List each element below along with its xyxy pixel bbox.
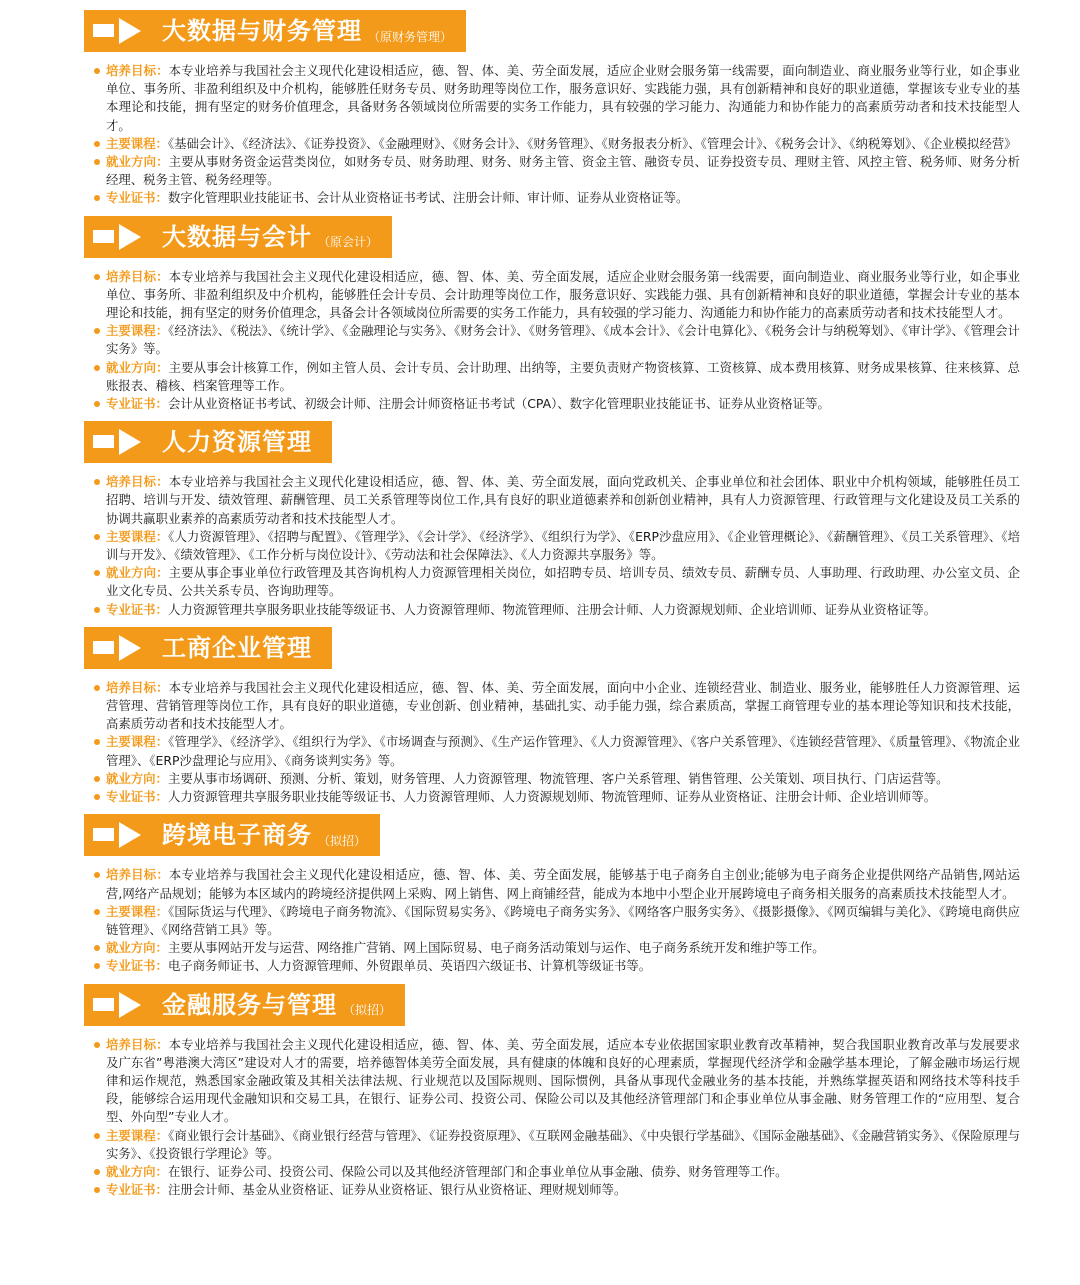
bullet-icon: [94, 685, 100, 691]
bullet-icon: [94, 365, 100, 371]
jobs-label: 就业方向：: [106, 770, 168, 786]
certs-text: 人力资源管理共享服务职业技能等级证书、人力资源管理师、物流管理师、注册会计师、人力资源规划师、企业培训师、证券从业资格证等。: [167, 601, 937, 617]
jobs-item: [94, 939, 1020, 957]
goal-item: [94, 866, 1020, 902]
jobs-item: [94, 1163, 1020, 1181]
courses-label: 主要课程：: [106, 135, 168, 151]
goal-text: 本专业培养与我国社会主义现代化建设相适应，德、智、体、美、劳全面发展，适应企业财会服务第一线需要，面向制造业、商业服务业等行业，如企事业单位、事务所、非盈利组织及中介机构，能够胜任财务专员、财务助理等岗位工作，服务意识好、实践能力强，具有创新精神和良好的职业道德，掌握该专业专业的基本理论和技能，拥有坚定的财务价值理念，具备财务各领域岗位所需要的实务工作能力，具有较强的学习能力、沟通能力和协作能力的高素质劳动者和技术技能型人才。: [106, 63, 1021, 133]
goal-label: 培养目标：: [106, 474, 169, 490]
courses-item: [94, 135, 1020, 153]
bullet-icon: [94, 1169, 100, 1175]
jobs-text: 主要从事财务资金运营类岗位，如财务专员、财务助理、财务、财务主管、资金主管、融资专员、证券投资专员、理财主管、风控主管、税务师、财务分析经理、税务主管、税务经理等。: [106, 154, 1021, 188]
jobs-item: [94, 564, 1020, 600]
goal-text: 本专业培养与我国社会主义现代化建设相适应，德、智、体、美、劳全面发展，面向中小企业、连锁经营业、制造业、服务业，能够胜任人力资源管理、运营管理、营销管理等岗位工作，具有良好的职业道德，专业创新、创业精神，基础扎实、动手能力强，综合素质高，掌握工商管理专业的基本理论等知识和技术技能，高素质劳动者和技术技能型人才。: [106, 679, 1021, 732]
certs-item: [94, 788, 1020, 806]
jobs-label: 就业方向：: [106, 1163, 168, 1179]
goal-text: 本专业培养与我国社会主义现代化建设相适应，德、智、体、美、劳全面发展，适应企业财会服务第一线需要，面向制造业、商业服务业等行业，如企事业单位、事务所、非盈利组织及中介机构，能够胜任会计专员、会计助理等岗位工作，服务意识好、实践能力强、具有创新精神和良好的职业道德，掌握会计专业的基本理论和技能，拥有坚定的财务价值理念，具备会计各领域岗位所需要的实务工作能力，具有较强的学习能力、沟通能力和协作能力的高素质劳动者和技术技能型人才。: [106, 268, 1021, 321]
bullet-icon: [94, 1187, 100, 1193]
section-business-management: [0, 627, 1080, 806]
courses-text: 《经济法》、《税法》、《统计学》、《金融理论与实务》、《财务会计》、《财务管理》、《成本会计》、《会计电算化》、《税务会计与纳税筹划》、《审计学》、《管理会计实务》等。: [106, 323, 1021, 357]
courses-text: 《管理学》、《经济学》、《组织行为学》、《市场调查与预测》、《生产运作管理》、《人力资源管理》、《客户关系管理》、《连锁经营管理》、《质量管理》、《物流企业管理》、《ERP沙盘理论与应用》、《商务谈判实务》等。: [106, 734, 1021, 768]
certs-item: [94, 957, 1020, 975]
certs-label: 专业证书：: [106, 958, 168, 974]
goal-text: 本专业培养与我国社会主义现代化建设相适应，德、智、体、美、劳全面发展，面向党政机关、企事业单位和社会团体、职业中介机构领域，能够胜任员工招聘、培训与开发、绩效管理、薪酬管理、员工关系管理等岗位工作,具有良好的职业道德素养和创新创业精神，具有人力资源管理、行政管理与文化建设及员工关系的协调共赢职业素养的高素质劳动者和技术技能型人才。: [106, 474, 1021, 526]
certs-text: 电子商务师证书、人力资源管理师、外贸跟单员、英语四六级证书、计算机等级证书等。: [167, 958, 652, 974]
jobs-item: [94, 359, 1020, 395]
section-title: 金融服务与管理: [162, 990, 337, 1019]
section-subtitle: （原财务管理）: [368, 29, 453, 44]
jobs-label: 就业方向：: [106, 940, 168, 956]
arrow-icon: [84, 627, 162, 669]
jobs-label: 就业方向：: [106, 565, 169, 581]
jobs-text: 主要从事企事业单位行政管理及其咨询机构人力资源管理相关岗位，如招聘专员、培训专员、绩效专员、薪酬专员、人事助理、行政助理、办公室文员、企业文化专员、公共关系专员、咨询助理等。: [106, 565, 1021, 599]
courses-item: [94, 528, 1020, 564]
section-cross-border-ecommerce: [0, 814, 1080, 975]
section-subtitle: （拟招）: [343, 1003, 392, 1018]
bullet-icon: [94, 479, 100, 485]
bullet-icon: [94, 1042, 100, 1048]
jobs-text: 主要从事市场调研、预测、分析、策划，财务管理、人力资源管理、物流管理、客户关系管理、销售管理、公关策划、项目执行、门店运营等。: [167, 770, 949, 786]
bullet-icon: [94, 909, 100, 915]
bullet-icon: [94, 739, 100, 745]
courses-label: 主要课程：: [106, 1127, 169, 1143]
courses-label: 主要课程：: [106, 734, 169, 750]
arrow-icon: [84, 814, 162, 856]
arrow-icon: [84, 984, 162, 1026]
goal-label: 培养目标：: [106, 679, 169, 695]
certs-item: [94, 395, 1020, 413]
bullet-icon: [94, 794, 100, 800]
goal-label: 培养目标：: [106, 1036, 169, 1052]
arrow-icon: [84, 10, 162, 52]
section-human-resources: [0, 421, 1080, 619]
goal-label: 培养目标：: [106, 268, 169, 284]
courses-label: 主要课程：: [106, 528, 169, 544]
page: [0, 10, 1080, 1207]
section-big-data-accounting: [0, 216, 1080, 414]
goal-label: 培养目标：: [106, 63, 169, 78]
certs-label: 专业证书：: [106, 190, 168, 206]
bullet-icon: [94, 776, 100, 782]
courses-item: [94, 903, 1020, 939]
section-banner: [84, 627, 332, 669]
courses-label: 主要课程：: [106, 323, 169, 339]
bullet-icon: [94, 570, 100, 576]
courses-label: 主要课程：: [106, 903, 169, 919]
bullet-icon: [94, 328, 100, 334]
arrow-icon: [84, 216, 162, 258]
courses-text: 《人力资源管理》、《招聘与配置》、《管理学》、《会计学》、《经济学》、《组织行为学》、《ERP沙盘应用》、《企业管理概论》、《薪酬管理》、《员工关系管理》、《培训与开发》、《绩效管理》、《工作分析与岗位设计》、《劳动法和社会保障法》、《人力资源共享服务》等。: [106, 528, 1020, 563]
certs-item: [94, 601, 1020, 619]
goal-item: [94, 268, 1020, 323]
jobs-item: [94, 153, 1020, 189]
jobs-label: 就业方向：: [106, 154, 169, 170]
bullet-icon: [94, 159, 100, 165]
certs-text: 会计从业资格证书考试、初级会计师、注册会计师资格证书考试（CPA）、数字化管理职业技能证书、证券从业资格证等。: [167, 396, 830, 412]
section-subtitle: （原会计）: [318, 235, 379, 250]
jobs-label: 就业方向：: [106, 359, 169, 375]
bullet-icon: [94, 607, 100, 613]
arrow-icon: [84, 421, 162, 463]
bullet-icon: [94, 68, 100, 74]
courses-item: [94, 1127, 1020, 1163]
section-title: 跨境电子商务: [162, 821, 312, 850]
goal-text: 本专业培养与我国社会主义现代化建设相适应，德、智、体、美、劳全面发展，适应本专业依据国家职业教育改革精神，契合我国职业教育改革与发展要求及广东省”粤港澳大湾区”建设对人才的需要，培养德智体美劳全面发展，具有健康的体魄和良好的心理素质，掌握现代经济学和金融学基本理论，了解金融市场运行规律和运作规范，熟悉国家金融政策及其相关法律法规、行业规范以及国际规则、国际惯例，具备从事现代金融业务的基本技能，并熟练掌握英语和网络技术等科技手段，能够综合运用现代金融知识和交易工具，在银行、证券公司、投资公司、保险公司以及其他经济管理部门和企事业单位从事金融、财务管理工作的“应用型、复合型、外向型”专业人才。: [106, 1036, 1021, 1125]
goal-item: [94, 62, 1020, 135]
certs-label: 专业证书：: [106, 601, 168, 617]
section-subtitle: （拟招）: [318, 833, 367, 848]
jobs-text: 主要从事网站开发与运营、网络推广营销、网上国际贸易、电子商务活动策划与运作、电子商务系统开发和维护等工作。: [167, 940, 825, 956]
section-title: 人力资源管理: [162, 428, 312, 457]
goal-item: [94, 679, 1020, 734]
section-title: 大数据与财务管理: [162, 17, 362, 45]
courses-item: [94, 322, 1020, 358]
certs-item: [94, 1181, 1020, 1199]
section-banner: [84, 10, 466, 52]
section-banner: [84, 814, 380, 856]
bullet-icon: [94, 534, 100, 540]
certs-text: 数字化管理职业技能证书、会计从业资格证书考试、注册会计师、审计师、证券从业资格证等。: [167, 190, 689, 206]
courses-text: 《商业银行会计基础》、《商业银行经营与管理》、《证券投资原理》、《互联网金融基础》、《中央银行学基础》、《国际金融基础》、《金融营销实务》、《保险原理与实务》、《投资银行学理论》等。: [106, 1127, 1021, 1161]
bullet-icon: [94, 141, 100, 147]
goal-label: 培养目标：: [106, 867, 169, 883]
goal-item: [94, 1036, 1020, 1127]
goal-text: 本专业培养与我国社会主义现代化建设相适应，德、智、体、美、劳全面发展，能够基于电子商务自主创业;能够为电子商务企业提供网络产品销售,网站运营,网络产品规划；能够为本区域内的跨境经济提供网上采购、网上销售、网上商铺经营，能成为本地中小型企业开展跨境电子商务相关服务的高素质技术技能型人才。: [106, 867, 1020, 901]
section-banner: [84, 984, 405, 1026]
courses-text: 《国际货运与代理》、《跨境电子商务物流》、《国际贸易实务》、《跨境电子商务实务》、《网络客户服务实务》、《摄影摄像》、《网页编辑与美化》、《跨境电商供应链管理》、《网络营销工具》等。: [106, 903, 1021, 937]
certs-label: 专业证书：: [106, 396, 168, 412]
courses-item: [94, 733, 1020, 769]
courses-text: 《基础会计》、《经济法》、《证券投资》、《金融理财》、《财务会计》、《财务管理》、《财务报表分析》、《管理会计》、《税务会计》、《纳税筹划》、《企业模拟经营》: [167, 135, 1017, 151]
bullet-icon: [94, 963, 100, 969]
section-title: 大数据与会计: [162, 222, 312, 251]
section-financial-services: [0, 984, 1080, 1200]
certs-item: [94, 189, 1020, 207]
jobs-item: [94, 770, 1020, 788]
certs-text: 注册会计师、基金从业资格证、证券从业资格证、银行从业资格证、理财规划师等。: [167, 1182, 627, 1198]
bullet-icon: [94, 872, 100, 878]
section-banner: [84, 216, 392, 258]
bullet-icon: [94, 195, 100, 201]
section-title: 工商企业管理: [162, 633, 312, 662]
bullet-icon: [94, 274, 100, 280]
section-banner: [84, 421, 332, 463]
jobs-text: 在银行、证券公司、投资公司、保险公司以及其他经济管理部门和企事业单位从事金融、债券、财务管理等工作。: [167, 1163, 788, 1179]
bullet-icon: [94, 401, 100, 407]
certs-text: 人力资源管理共享服务职业技能等级证书、人力资源管理师、人力资源规划师、物流管理师、证券从业资格证、注册会计师、企业培训师等。: [167, 789, 937, 805]
bullet-icon: [94, 945, 100, 951]
section-big-data-finance: [0, 10, 1080, 208]
certs-label: 专业证书：: [106, 1182, 168, 1198]
jobs-text: 主要从事会计核算工作，例如主管人员、会计专员、会计助理、出纳等，主要负责财产物资核算、工资核算、成本费用核算、财务成果核算、往来核算、总账报表、稽核、档案管理等工作。: [106, 359, 1021, 393]
goal-item: [94, 473, 1020, 528]
certs-label: 专业证书：: [106, 789, 168, 805]
bullet-icon: [94, 1133, 100, 1139]
